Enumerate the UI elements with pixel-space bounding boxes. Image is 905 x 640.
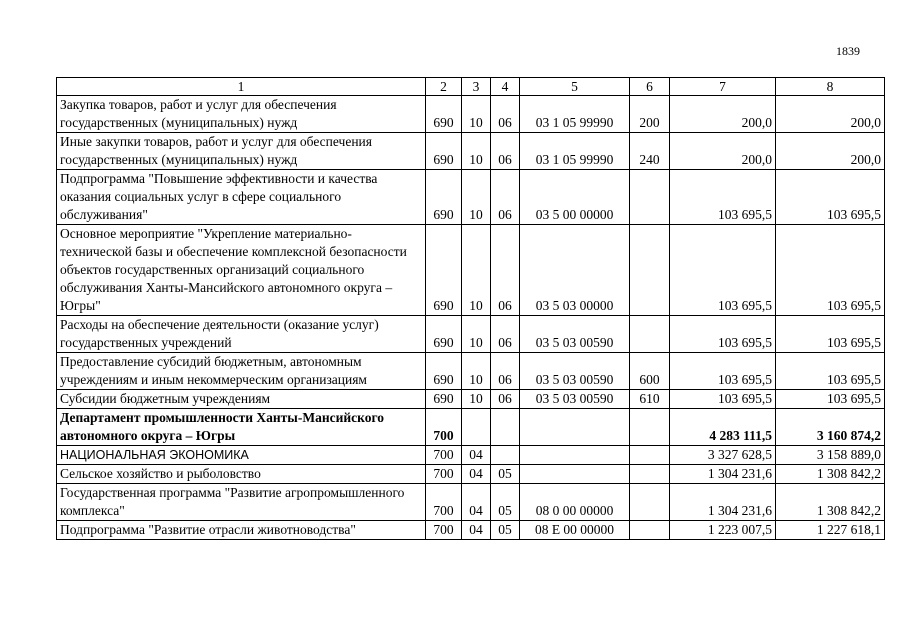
ministry-code: 690 (426, 316, 462, 353)
table-row (57, 446, 885, 465)
ministry-code: 690 (426, 225, 462, 316)
ministry-code: 690 (426, 353, 462, 390)
amount-col8: 1 227 618,1 (776, 521, 885, 540)
ministry-code: 700 (426, 465, 462, 484)
row-name: НАЦИОНАЛЬНАЯ ЭКОНОМИКА (57, 446, 426, 465)
amount-col8: 103 695,5 (776, 316, 885, 353)
table-row (57, 225, 885, 316)
table-row (57, 96, 885, 133)
target-article-code (520, 465, 630, 484)
expense-type-code: 610 (630, 390, 670, 409)
ministry-code: 700 (426, 521, 462, 540)
section-code: 10 (462, 390, 491, 409)
amount-col7: 3 327 628,5 (670, 446, 776, 465)
target-article-code (520, 446, 630, 465)
ministry-code: 700 (426, 484, 462, 521)
row-name: Предоставление субсидий бюджетным, автономным учреждениям и иным некоммерческим организациям (57, 353, 426, 390)
amount-col7: 1 304 231,6 (670, 484, 776, 521)
column-header: 3 (462, 78, 491, 96)
column-header: 8 (776, 78, 885, 96)
row-name: Подпрограмма "Повышение эффективности и качества оказания социальных услуг в сфере социального обслуживания" (57, 170, 426, 225)
page-number: 1839 (836, 44, 860, 58)
amount-col7: 1 304 231,6 (670, 465, 776, 484)
section-code: 10 (462, 225, 491, 316)
expense-type-code (630, 225, 670, 316)
amount-col8: 1 308 842,2 (776, 465, 885, 484)
table-row (57, 484, 885, 521)
row-name: Иные закупки товаров, работ и услуг для обеспечения государственных (муниципальных) нужд (57, 133, 426, 170)
expense-type-code: 200 (630, 96, 670, 133)
section-code: 10 (462, 353, 491, 390)
amount-col7: 200,0 (670, 133, 776, 170)
section-code: 04 (462, 521, 491, 540)
table-row (57, 465, 885, 484)
subsection-code: 06 (491, 96, 520, 133)
header-row (57, 78, 885, 96)
subsection-code: 05 (491, 465, 520, 484)
section-code: 04 (462, 465, 491, 484)
amount-col8: 103 695,5 (776, 353, 885, 390)
column-header: 2 (426, 78, 462, 96)
expense-type-code (630, 170, 670, 225)
expense-type-code (630, 409, 670, 446)
expense-type-code (630, 446, 670, 465)
expense-type-code (630, 484, 670, 521)
expense-type-code (630, 521, 670, 540)
amount-col7: 103 695,5 (670, 390, 776, 409)
expense-type-code (630, 465, 670, 484)
column-header: 7 (670, 78, 776, 96)
amount-col8: 103 695,5 (776, 390, 885, 409)
subsection-code: 05 (491, 484, 520, 521)
table-row (57, 390, 885, 409)
ministry-code: 690 (426, 96, 462, 133)
table-row (57, 133, 885, 170)
table-row (57, 409, 885, 446)
column-header: 5 (520, 78, 630, 96)
target-article-code: 08 0 00 00000 (520, 484, 630, 521)
section-code: 10 (462, 170, 491, 225)
ministry-code: 700 (426, 446, 462, 465)
target-article-code: 03 5 03 00590 (520, 353, 630, 390)
expense-type-code (630, 316, 670, 353)
ministry-code: 700 (426, 409, 462, 446)
amount-col8: 103 695,5 (776, 170, 885, 225)
row-name: Департамент промышленности Ханты-Мансийского автономного округа – Югры (57, 409, 426, 446)
ministry-code: 690 (426, 170, 462, 225)
amount-col8: 1 308 842,2 (776, 484, 885, 521)
amount-col8: 200,0 (776, 96, 885, 133)
section-code: 10 (462, 96, 491, 133)
target-article-code: 03 1 05 99990 (520, 96, 630, 133)
amount-col8: 3 160 874,2 (776, 409, 885, 446)
target-article-code (520, 409, 630, 446)
expense-type-code: 600 (630, 353, 670, 390)
amount-col8: 103 695,5 (776, 225, 885, 316)
amount-col7: 103 695,5 (670, 225, 776, 316)
target-article-code: 03 1 05 99990 (520, 133, 630, 170)
ministry-code: 690 (426, 133, 462, 170)
section-code: 04 (462, 446, 491, 465)
row-name: Расходы на обеспечение деятельности (оказание услуг) государственных учреждений (57, 316, 426, 353)
table-row (57, 521, 885, 540)
amount-col7: 103 695,5 (670, 170, 776, 225)
subsection-code (491, 446, 520, 465)
table-row (57, 170, 885, 225)
amount-col7: 103 695,5 (670, 353, 776, 390)
section-code (462, 409, 491, 446)
target-article-code: 03 5 03 00590 (520, 316, 630, 353)
target-article-code: 03 5 03 00590 (520, 390, 630, 409)
budget-table (56, 77, 885, 540)
subsection-code: 06 (491, 170, 520, 225)
amount-col7: 103 695,5 (670, 316, 776, 353)
row-name: Подпрограмма "Развитие отрасли животноводства" (57, 521, 426, 540)
table-row (57, 353, 885, 390)
target-article-code: 03 5 03 00000 (520, 225, 630, 316)
section-code: 04 (462, 484, 491, 521)
column-header: 4 (491, 78, 520, 96)
section-code: 10 (462, 316, 491, 353)
subsection-code: 06 (491, 225, 520, 316)
row-name: Основное мероприятие "Укрепление материально-технической базы и обеспечение комплексной безопасности объектов государственных организаций социального обслуживания Ханты-Мансийского автономного округа – Югры" (57, 225, 426, 316)
subsection-code: 06 (491, 390, 520, 409)
target-article-code: 08 Е 00 00000 (520, 521, 630, 540)
amount-col7: 200,0 (670, 96, 776, 133)
row-name: Субсидии бюджетным учреждениям (57, 390, 426, 409)
row-name: Сельское хозяйство и рыболовство (57, 465, 426, 484)
column-header: 1 (57, 78, 426, 96)
column-header: 6 (630, 78, 670, 96)
ministry-code: 690 (426, 390, 462, 409)
table-row (57, 316, 885, 353)
row-name: Закупка товаров, работ и услуг для обеспечения государственных (муниципальных) нужд (57, 96, 426, 133)
amount-col8: 200,0 (776, 133, 885, 170)
subsection-code: 06 (491, 316, 520, 353)
row-name: Государственная программа "Развитие агропромышленного комплекса" (57, 484, 426, 521)
expense-type-code: 240 (630, 133, 670, 170)
subsection-code (491, 409, 520, 446)
amount-col8: 3 158 889,0 (776, 446, 885, 465)
target-article-code: 03 5 00 00000 (520, 170, 630, 225)
amount-col7: 1 223 007,5 (670, 521, 776, 540)
subsection-code: 06 (491, 133, 520, 170)
amount-col7: 4 283 111,5 (670, 409, 776, 446)
subsection-code: 05 (491, 521, 520, 540)
section-code: 10 (462, 133, 491, 170)
subsection-code: 06 (491, 353, 520, 390)
